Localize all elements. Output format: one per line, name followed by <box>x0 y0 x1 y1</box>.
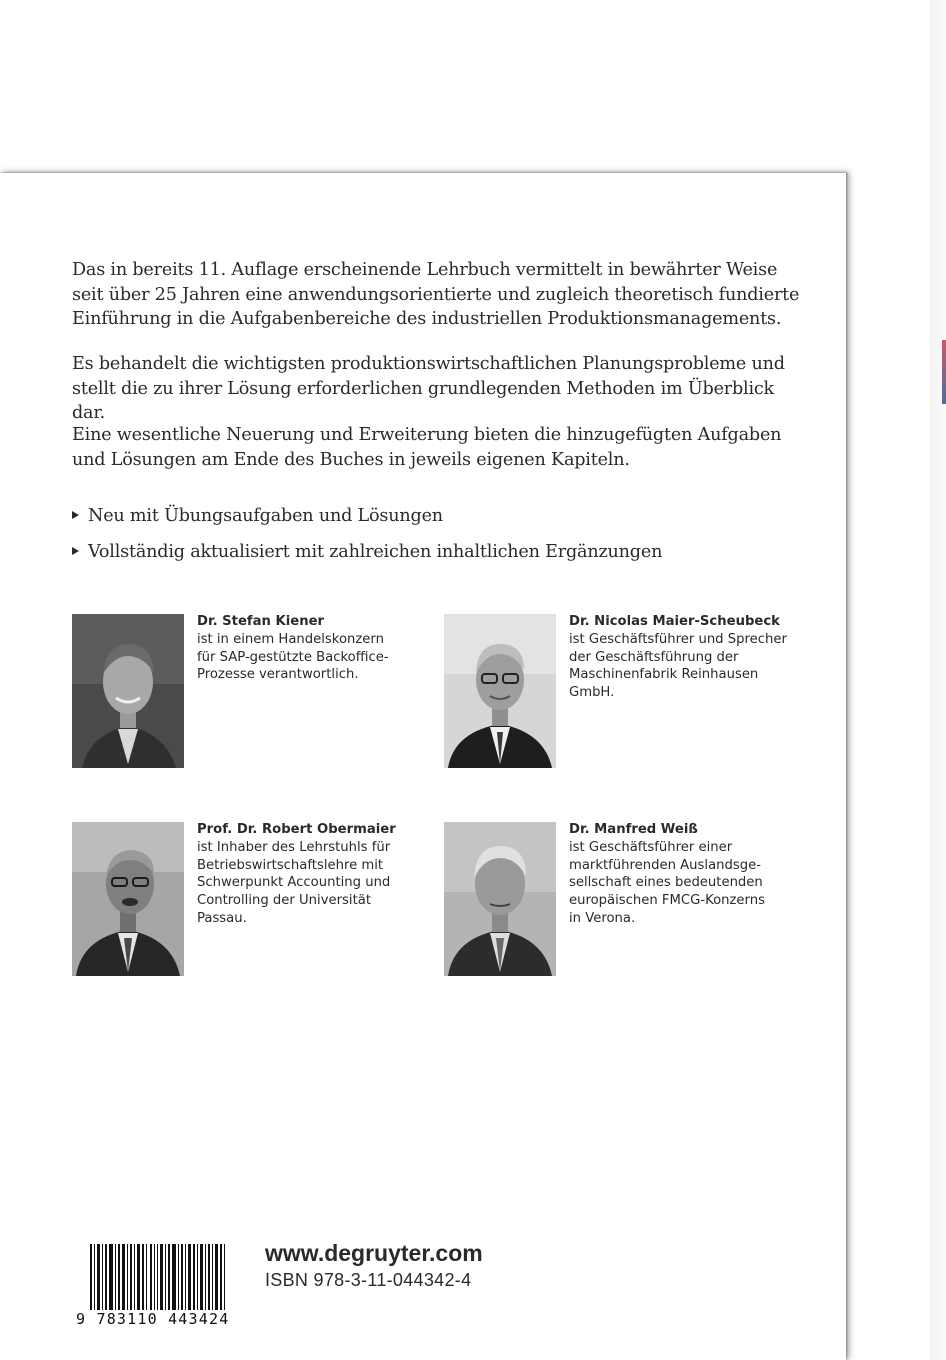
isbn-barcode <box>88 1244 228 1316</box>
blurb-paragraph-3: Eine wesentliche Neuerung und Erweiterung bieten die hinzugefügten Aufgaben und Lösungen am Ende des Buches in jeweils eigenen Kapiteln. <box>72 425 782 470</box>
triangle-bullet-icon <box>72 547 79 555</box>
feature-bullet-text: Vollständig aktualisiert mit zahlreichen inhaltlichen Ergänzungen <box>88 542 663 562</box>
author-photo-maier-scheubeck <box>444 614 556 768</box>
author-name: Dr. Manfred Weiß <box>569 822 698 837</box>
publisher-website: www.degruyter.com <box>265 1240 483 1266</box>
author-photo-obermaier <box>72 822 184 976</box>
author-description: ist Geschäftsführer und Sprecher der Geschäftsführung der Maschinenfabrik Reinhausen GmbH. <box>569 631 787 701</box>
feature-bullet-2 <box>72 540 662 564</box>
spine-accent-stripe <box>942 340 946 404</box>
author-description: ist Inhaber des Lehrstuhls für Betriebswirtschaftslehre mit Schwerpunkt Accounting und Controlling der Universität Passau. <box>197 839 391 926</box>
author-photo-weiss <box>444 822 556 976</box>
triangle-bullet-icon <box>72 511 79 519</box>
author-name: Prof. Dr. Robert Obermaier <box>197 822 396 837</box>
blurb-paragraph-2: Es behandelt die wichtigsten produktionswirtschaftlichen Planungsprobleme und stellt die zu ihrer Lösung erforderlichen grundlegenden Methoden im Überblick dar. <box>72 354 785 423</box>
author-bio-maier-scheubeck <box>569 613 819 702</box>
author-bio-kiener <box>197 613 447 684</box>
feature-bullet-text: Neu mit Übungsaufgaben und Lösungen <box>88 506 443 526</box>
barcode-digits: 9 783110 443424 <box>76 1310 246 1328</box>
blurb-paragraph-1: Das in bereits 11. Auflage erscheinende Lehrbuch vermittelt in bewährter Weise seit über 25 Jahren eine anwendungsorientierte und zugleich theoretisch fundierte Einführung in die Aufgabenbereiche des industriellen Produktionsmanagements. <box>72 260 800 329</box>
author-name: Dr. Nicolas Maier-Scheubeck <box>569 614 780 629</box>
feature-bullet-1 <box>72 504 443 528</box>
author-bio-weiss <box>569 821 819 928</box>
author-photo-kiener <box>72 614 184 768</box>
spine-edge <box>930 0 946 1360</box>
author-description: ist Geschäftsführer einer marktführenden Auslandsge- sellschaft eines bedeutenden europäischen FMCG-Konzerns in Verona. <box>569 839 765 926</box>
author-description: ist in einem Handelskonzern für SAP-gestützte Backoffice- Prozesse verantwortlich. <box>197 631 389 683</box>
isbn-number: ISBN 978-3-11-044342-4 <box>265 1270 472 1290</box>
author-bio-obermaier <box>197 821 447 928</box>
author-name: Dr. Stefan Kiener <box>197 614 325 629</box>
